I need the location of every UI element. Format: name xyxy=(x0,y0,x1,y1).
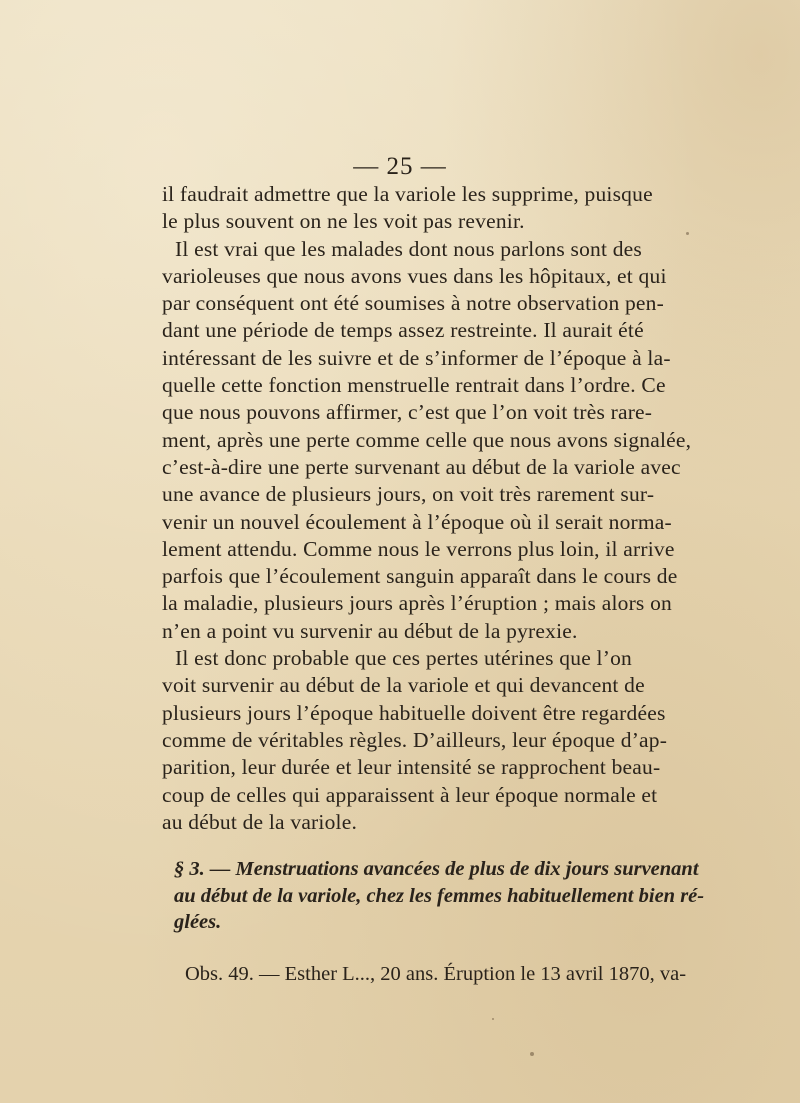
body-line: une avance de plusieurs jours, on voit très rarement sur- xyxy=(162,482,655,507)
page-number: — 25 — xyxy=(353,153,447,180)
section-heading-line: § 3. — Menstruations avancées de plus de dix jours survenant xyxy=(174,858,699,880)
body-line: plusieurs jours l’époque habituelle doivent être regardées xyxy=(162,700,666,725)
body-line: par conséquent ont été soumises à notre observation pen- xyxy=(162,291,664,316)
body-line: parition, leur durée et leur intensité se rapprochent beau- xyxy=(162,755,661,780)
body-line: comme de véritables règles. D’ailleurs, leur époque d’ap- xyxy=(162,727,668,752)
body-line: que nous pouvons affirmer, c’est que l’on voit très rare- xyxy=(162,400,653,425)
body-line: c’est-à-dire une perte survenant au début de la variole avec xyxy=(162,454,681,479)
body-text xyxy=(162,181,692,836)
paper-speck xyxy=(686,232,689,235)
body-line: au début de la variole. xyxy=(162,809,358,834)
body-line: il faudrait admettre que la variole les supprime, puisque xyxy=(162,182,653,206)
paper-speck xyxy=(530,1052,534,1056)
body-line: voit survenir au début de la variole et qui devancent de xyxy=(162,673,645,698)
body-line: intéressant de les suivre et de s’informer de l’époque à la- xyxy=(162,345,671,370)
section-heading-line: glées. xyxy=(174,911,222,933)
body-line: coup de celles qui apparaissent à leur époque normale et xyxy=(162,782,658,807)
body-line: Il est donc probable que ces pertes utérines que l’on xyxy=(175,646,632,671)
body-line: ment, après une perte comme celle que nous avons signalée, xyxy=(162,427,692,452)
body-line: le plus souvent on ne les voit pas revenir. xyxy=(162,209,525,234)
body-line: quelle cette fonction menstruelle rentrait dans l’ordre. Ce xyxy=(162,373,666,398)
body-line: la maladie, plusieurs jours après l’éruption ; mais alors on xyxy=(162,591,672,616)
body-line: parfois que l’écoulement sanguin apparaît dans le cours de xyxy=(162,564,678,589)
body-line: venir un nouvel écoulement à l’époque où il serait norma- xyxy=(162,509,672,534)
body-line: lement attendu. Comme nous le verrons plus loin, il arrive xyxy=(162,536,675,561)
section-heading-line: au début de la variole, chez les femmes habituellement bien ré- xyxy=(174,884,705,907)
body-line: varioleuses que nous avons vues dans les hôpitaux, et qui xyxy=(162,263,667,288)
body-line: Il est vrai que les malades dont nous parlons sont des xyxy=(175,236,642,261)
paper-speck xyxy=(492,1018,494,1020)
body-line: dant une période de temps assez restreinte. Il aurait été xyxy=(162,318,644,343)
observation-line: Obs. 49. — Esther L..., 20 ans. Éruption le 13 avril 1870, va- xyxy=(185,963,687,985)
section-heading xyxy=(174,856,705,936)
body-line: n’en a point vu survenir au début de la pyrexie. xyxy=(162,618,578,643)
